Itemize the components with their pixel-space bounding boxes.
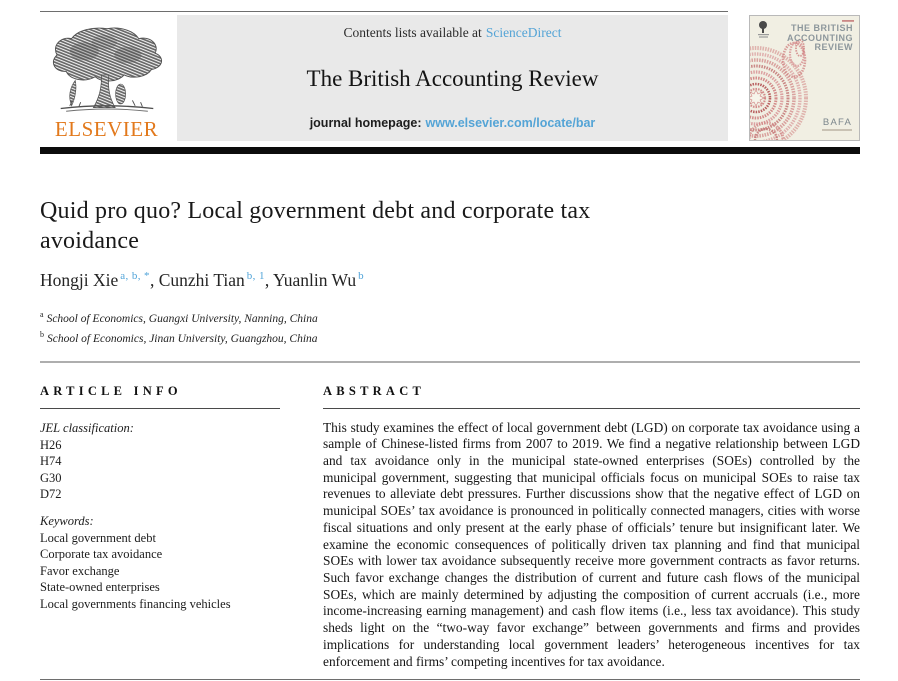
author-list: [40, 270, 860, 291]
abstract-section: [323, 384, 860, 671]
article-info-section: [40, 384, 280, 671]
journal-masthead: [40, 15, 860, 141]
section-divider: [40, 361, 860, 363]
article-info-heading: ARTICLE INFO: [40, 383, 182, 398]
cover-bafa-mark: BAFA: [822, 117, 852, 131]
author-separator: ,: [149, 270, 159, 290]
sciencedirect-link[interactable]: ScienceDirect: [485, 25, 562, 40]
author-affiliation-marks: b, 1: [246, 270, 265, 283]
elsevier-tree-icon: [48, 21, 166, 118]
article-title: Quid pro quo? Local government debt and corporate tax avoidance: [40, 198, 591, 254]
keyword: State-owned enterprises: [40, 580, 160, 595]
masthead-divider-bar: [40, 147, 860, 154]
affiliation: $^b$ School of Economics, Jinan University, Guangzhou, China: [40, 329, 318, 345]
jel-code: H74: [40, 454, 62, 469]
abstract-text: This study examines the effect of local government debt (LGD) on corporate tax avoidance using a sample of Chinese-listed firms from 2007 to 2019. We find a negative relationship between LGD and tax avoidance only in the municipal state-owned enterprises (SOEs) controlled by the municipal government, suggesting that municipal officials focus on municipal SOEs to raise tax revenues to alleviate debt pressures. Further discussions show that the negative effect of LGD on municipal SOEs’ tax avoidance is pronounced in politically connected managers, cities with worse fiscal situations and only present at the early phase of officials’ tenure but insignificant later. We examine the economic consequences of politically driven tax planning and find that municipal SOEs with lower tax avoidance subsequently receive more government contracts as favor returns. Such favor exchange changes the distribution of current and future cash flows of the municipal SOEs, which are mainly determined by adjusting the composition of current accruals (i.e., more income-increasing earning management) and cash flow items (i.e., less tax avoidance). This study sheds light on the “two-way favor exchange” between governments and firms and provides implications for understanding local government leaders’ heterogeneous incentives for tax enforcement and firms’ competing incentives for tax avoidance.: [323, 419, 860, 669]
contents-prefix: Contents lists available at: [343, 25, 482, 40]
article-info-rule: [40, 408, 280, 409]
keyword: Local government debt: [40, 530, 156, 545]
author-affiliation-marks: a, b, *: [120, 270, 150, 283]
author-name: Cunzhi Tian: [158, 270, 245, 290]
author: [159, 270, 265, 290]
author: [40, 270, 150, 290]
affiliations: [40, 307, 860, 347]
elsevier-wordmark: ELSEVIER: [54, 117, 159, 141]
elsevier-logo: [40, 15, 173, 141]
affiliation: $^a$ School of Economics, Guangxi University, Nanning, China: [40, 310, 318, 325]
masthead-box: [177, 15, 728, 141]
jel-label: JEL classification:: [40, 420, 134, 435]
contents-line: [177, 25, 728, 41]
keywords-label: Keywords:: [40, 513, 94, 528]
abstract-heading: ABSTRACT: [323, 383, 426, 398]
author-affiliation-marks: b: [358, 270, 364, 283]
keyword: Local governments financing vehicles: [40, 596, 231, 611]
bafa-subtext-line: [822, 129, 852, 131]
keyword: Corporate tax avoidance: [40, 547, 163, 562]
author: [273, 270, 364, 290]
journal-homepage-link[interactable]: www.elsevier.com/locate/bar: [425, 116, 596, 130]
author-name: Hongji Xie: [40, 270, 119, 290]
keyword: Favor exchange: [40, 563, 120, 578]
journal-cover-thumbnail: [749, 15, 860, 141]
info-abstract-columns: [40, 384, 860, 671]
jel-code: H26: [40, 437, 62, 452]
cover-journal-title: THE BRITISH ACCOUNTING REVIEW: [787, 23, 853, 52]
homepage-prefix: journal homepage:: [309, 116, 422, 130]
bottom-divider: [40, 679, 860, 680]
jel-code: G30: [40, 470, 62, 485]
top-divider: [40, 11, 728, 12]
author-separator: ,: [264, 270, 273, 290]
homepage-line: [177, 116, 728, 130]
author-name: Yuanlin Wu: [273, 270, 357, 290]
jel-code: D72: [40, 487, 62, 502]
abstract-rule: [323, 408, 860, 409]
article-first-page: [0, 11, 898, 680]
cover-issue-mark: [842, 20, 854, 22]
journal-title: The British Accounting Review: [306, 65, 599, 91]
